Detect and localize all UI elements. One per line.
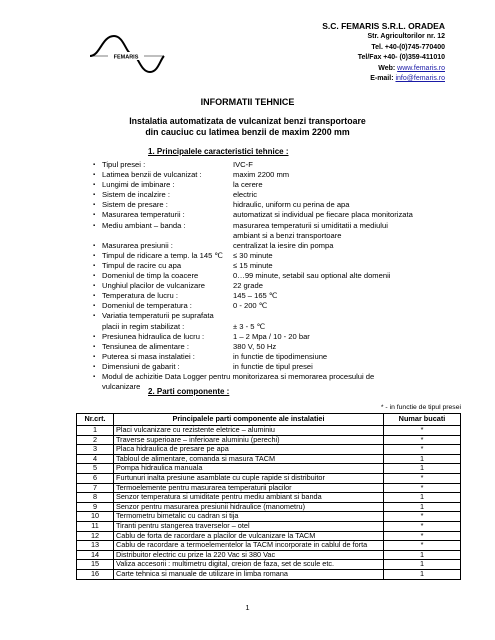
company-name: S.C. FEMARIS S.R.L. ORADEA	[322, 21, 445, 31]
square-bullet-icon: ▪	[93, 313, 96, 320]
web-link[interactable]: www.femaris.ro	[397, 64, 445, 72]
cell-quantity: *	[384, 521, 461, 531]
company-web-line	[322, 64, 445, 75]
spec-value: ≤ 15 minute	[233, 260, 273, 270]
cell-quantity: *	[384, 531, 461, 541]
table-row	[77, 473, 461, 483]
square-bullet-icon: ▪	[93, 212, 96, 219]
spec-value: 145 – 165 ℃	[233, 291, 278, 301]
square-bullet-icon: ▪	[93, 182, 96, 189]
table-row	[77, 493, 461, 503]
spec-value: 22 grade	[233, 281, 263, 291]
cell-quantity: 1	[384, 550, 461, 560]
square-bullet-icon: ▪	[93, 222, 96, 229]
square-bullet-icon: ▪	[93, 172, 96, 179]
logo-text: FEMARIS	[113, 54, 139, 61]
web-label: Web:	[378, 64, 398, 72]
spec-label: Modul de achizitie Data Logger pentru monitorizarea si memorarea procesului de	[102, 371, 375, 381]
header-component: Principalele parti componente ale instalatiei	[114, 414, 384, 426]
cell-component: Cablu de forta de racordare a placilor de vulcanizare la TACM	[114, 531, 384, 541]
spec-label: Puterea si masa instalatiei :	[102, 351, 195, 361]
spec-label: Masurarea presiunii :	[102, 240, 173, 250]
spec-label: Domeniul de temperatura :	[102, 301, 192, 311]
spec-label: Dimensiuni de gabarit :	[102, 361, 180, 371]
cell-nrcrt: 10	[77, 512, 114, 522]
cell-quantity: *	[384, 445, 461, 455]
components-table	[76, 413, 461, 580]
doc-title-line1: Instalatia automatizata de vulcanizat benzi transportoare	[129, 116, 366, 126]
square-bullet-icon: ▪	[93, 293, 96, 300]
spec-value: maxim 2200 mm	[233, 170, 290, 180]
cell-component: Placi vulcanizare cu rezistente eletrice – aluminiu	[114, 426, 384, 436]
spec-label: Sistem de incalzire :	[102, 190, 170, 200]
spec-value: in functie de tipul presei	[233, 361, 313, 371]
table-header-row	[77, 414, 461, 426]
spec-label: placii in regim stabilizat :	[102, 321, 185, 331]
spec-label: Lungimi de imbinare :	[102, 180, 175, 190]
company-email-line	[322, 74, 445, 85]
company-street: Str. Agricultorilor nr. 12	[367, 33, 445, 40]
cell-quantity: 1	[384, 560, 461, 570]
email-label: E-mail:	[370, 75, 396, 82]
square-bullet-icon: ▪	[93, 252, 96, 259]
cell-component: Valiza accesorii : multimetru digital, creion de faza, set de scule etc.	[114, 560, 384, 570]
cell-quantity: *	[384, 512, 461, 522]
spec-value: 380 V, 50 Hz	[233, 341, 277, 351]
cell-quantity: 1	[384, 454, 461, 464]
cell-quantity: *	[384, 541, 461, 551]
cell-nrcrt: 9	[77, 502, 114, 512]
table-row	[77, 521, 461, 531]
cell-component: Pompa hidraulica manuala	[114, 464, 384, 474]
header-nrcrt: Nr.crt.	[77, 414, 114, 426]
cell-component: Cablu de racordare a termoelementelor la TACM incorporate in cablul de forta	[114, 541, 384, 551]
section1-title: 1. Principalele caracteristici tehnice :	[148, 147, 289, 156]
cell-component: Senzor pentru masurarea presiunii hidraulice (manometru)	[114, 502, 384, 512]
spec-value: IVC-F	[233, 160, 253, 169]
spec-value: la cerere	[233, 180, 263, 190]
spec-label: Latimea benzii de vulcanizat :	[102, 170, 202, 180]
spec-label: Domeniul de timp la coacere	[102, 271, 199, 281]
cell-nrcrt: 5	[77, 464, 114, 474]
section2-title: 2. Parti componente :	[148, 387, 230, 396]
table-row	[77, 512, 461, 522]
cell-quantity: 1	[384, 493, 461, 503]
cell-nrcrt: 4	[77, 454, 114, 464]
spec-label: Unghiul placilor de vulcanizare	[102, 281, 205, 291]
cell-component: Senzor temperatura si umiditate pentru mediu ambiant si banda	[114, 493, 384, 503]
spec-label: Presiunea hidraulica de lucru :	[102, 331, 205, 341]
cell-nrcrt: 7	[77, 483, 114, 493]
spec-value: masurarea temperaturii si umiditatii a mediului	[233, 220, 388, 230]
company-telfax: Tel/Fax +40- (0)359-411010	[357, 54, 445, 61]
spec-value: 1 – 2 Mpa / 10 - 20 bar	[233, 331, 310, 341]
cell-component: Tiranti pentru stangerea traverselor – otel	[114, 521, 384, 531]
cell-nrcrt: 8	[77, 493, 114, 503]
cell-component: Termoelemente pentru masurarea temperaturii placilor	[114, 483, 384, 493]
spec-label: Tensiunea de alimentare :	[102, 341, 189, 351]
square-bullet-icon: ▪	[93, 333, 96, 340]
square-bullet-icon: ▪	[93, 242, 96, 249]
square-bullet-icon: ▪	[93, 343, 96, 350]
table-row	[77, 445, 461, 455]
cell-nrcrt: 16	[77, 569, 114, 579]
cell-nrcrt: 1	[77, 426, 114, 436]
cell-quantity: 1	[384, 569, 461, 579]
cell-quantity: 1	[384, 464, 461, 474]
cell-quantity: *	[384, 435, 461, 445]
cell-quantity: *	[384, 426, 461, 436]
spec-value: in functie de tipodimensiune	[233, 351, 328, 361]
square-bullet-icon: ▪	[93, 262, 96, 269]
spec-value: 0…99 minute, setabil sau optional alte domenii	[233, 271, 391, 281]
company-tel: Tel. +40-(0)745-770400	[371, 43, 445, 51]
square-bullet-icon: ▪	[93, 192, 96, 199]
square-bullet-icon: ▪	[93, 162, 96, 168]
cell-component: Traverse superioare – inferioare aluminiu (perechi)	[114, 435, 384, 445]
square-bullet-icon: ▪	[93, 353, 96, 360]
cell-component: Placa hidraulica de presare pe apa	[114, 445, 384, 455]
cell-nrcrt: 12	[77, 531, 114, 541]
doc-heading: INFORMATII TEHNICE	[200, 97, 295, 107]
square-bullet-icon: ▪	[93, 283, 96, 290]
spec-value: automatizat si individual pe fiecare placa monitorizata	[233, 210, 413, 220]
spec-label: vulcanizare	[102, 382, 141, 392]
table-row	[77, 560, 461, 570]
cell-component: Carte tehnica si manuale de utilizare in limba romana	[114, 569, 384, 579]
table-note: * - in functie de tipul presei	[380, 404, 461, 411]
spec-label: Variatia temperaturii pe suprafata	[102, 311, 214, 321]
cell-component: Furtunuri inalta presiune asamblate cu cuple rapide si distribuitor	[114, 473, 384, 483]
spec-label: Timpul de racire cu apa	[102, 260, 182, 270]
spec-label: Sistem de presare :	[102, 200, 168, 210]
cell-quantity: *	[384, 483, 461, 493]
header-quantity: Numar bucati	[384, 414, 461, 426]
femaris-sine-wave-logo-icon	[88, 32, 166, 76]
email-link[interactable]: info@femaris.ro	[395, 75, 445, 82]
table-row	[77, 569, 461, 579]
cell-nrcrt: 14	[77, 550, 114, 560]
cell-component: Tabloul de alimentare, comanda si masura TACM	[114, 454, 384, 464]
square-bullet-icon: ▪	[93, 363, 96, 370]
spec-value: ambiant si a benzi transportoare	[233, 230, 342, 240]
square-bullet-icon: ▪	[93, 202, 96, 209]
spec-value: centralizat la iesire din pompa	[233, 240, 334, 250]
spec-label: Tipul presei :	[102, 160, 146, 169]
square-bullet-icon: ▪	[93, 373, 96, 380]
cell-nrcrt: 15	[77, 560, 114, 570]
spec-value: hidraulic, uniform cu perina de apa	[233, 200, 350, 210]
company-header	[322, 20, 445, 85]
spec-value: ± 3 - 5 ℃	[233, 321, 266, 331]
spec-label: Temperatura de lucru :	[102, 291, 178, 301]
square-bullet-icon: ▪	[93, 273, 96, 280]
cell-nrcrt: 3	[77, 445, 114, 455]
cell-quantity: *	[384, 473, 461, 483]
cell-component: Termometru bimetalic cu cadran si tija	[114, 512, 384, 522]
cell-nrcrt: 11	[77, 521, 114, 531]
doc-title-line2: din cauciuc cu latimea benzii de maxim 2200 mm	[145, 127, 350, 137]
spec-value: 0 - 200 ℃	[233, 301, 268, 311]
spec-label: Masurarea temperaturii :	[102, 210, 185, 220]
cell-nrcrt: 6	[77, 473, 114, 483]
cell-quantity: 1	[384, 502, 461, 512]
spec-value: electric	[233, 190, 258, 200]
table-row	[77, 541, 461, 551]
spec-label: Mediu ambiant – banda :	[102, 220, 186, 230]
square-bullet-icon: ▪	[93, 303, 96, 310]
cell-nrcrt: 13	[77, 541, 114, 551]
spec-label: Timpul de ridicare a temp. la 145 ℃	[102, 250, 223, 260]
cell-nrcrt: 2	[77, 435, 114, 445]
table-row	[77, 426, 461, 436]
page-number: 1	[245, 603, 250, 612]
spec-value: ≤ 30 minute	[233, 250, 273, 260]
cell-component: Distribuitor electric cu prize la 220 Vac si 380 Vac	[114, 550, 384, 560]
femaris-logo	[88, 32, 166, 76]
